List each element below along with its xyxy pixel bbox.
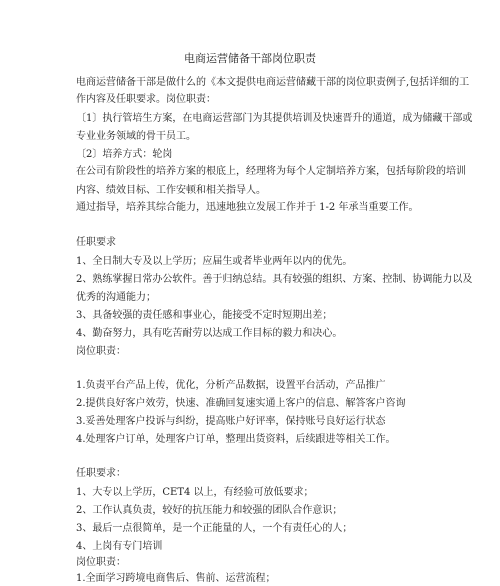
section-heading: 任职要求：: [76, 468, 126, 479]
list-item: 优秀的沟通能力；: [76, 292, 156, 303]
list-item: 2.提供良好客户效劳，快速、准确回复速实通上客户的信息、解答客户咨询: [76, 398, 406, 409]
paragraph-line: 〔1〕执行管培生方案，在电商运营部门为其提供培训及快速晋升的通道，成为储藏干部或: [76, 113, 473, 124]
list-item: 4.处理客户订单，处理客户订单，整理出货资料，后续跟进等相关工作。: [76, 434, 396, 445]
list-item: 2、熟练掌握日常办公软件。善于归纳总结。具有较强的组织、方案、控制、协调能力以及: [76, 274, 473, 285]
paragraph-line: 〔2〕培养方式：轮岗: [76, 149, 173, 160]
list-item: 1、大专以上学历，CET4 以上，有经验可放低要求；: [76, 487, 314, 498]
paragraph-line: 通过指导，培养其综合能力，迅速地独立发展工作并于 1-2 年承当重要工作。: [76, 202, 419, 213]
list-item: 3、最后一点很简单，是一个正能量的人，一个有责任心的人；: [76, 523, 353, 534]
paragraph-line: 电商运营储备干部是做什么的《本文提供电商运营储藏干部的岗位职责例子,包括详细的工: [76, 77, 470, 88]
section-heading: 岗位职责：: [76, 557, 126, 568]
list-item: 3.妥善处理客户投诉与纠纷，提高账户好评率，保持账号良好运行状态: [76, 416, 386, 427]
paragraph-line: 内容、绩效目标、工作安顿和相关指导人。: [76, 185, 266, 196]
list-item: 3、具备较强的责任感和事业心，能接受不定时短期出差；: [76, 310, 333, 321]
page-title: 电商运营储备干部岗位职责: [184, 52, 316, 65]
list-item: 1、全日制大专及以上学历；应届生或者毕业两年以内的优先。: [76, 256, 353, 267]
section-heading: 岗位职责：: [76, 346, 126, 357]
paragraph-line: 专业业务领域的骨干员工。: [76, 131, 196, 142]
list-item: 4、上岗有专门培训: [76, 541, 163, 552]
list-item: 2、工作认真负责，较好的抗压能力和较强的团队合作意识；: [76, 505, 343, 516]
list-item: 1.负责平台产品上传，优化，分析产品数据，设置平台活动，产品推广: [76, 380, 386, 391]
paragraph-line: 作内容及任职要求。岗位职责：: [76, 94, 216, 105]
list-item: 1.全面学习跨境电商售后、售前、运营流程；: [76, 573, 276, 584]
section-heading: 任职要求: [76, 237, 116, 248]
list-item: 4、勤奋努力，具有吃苦耐劳以达成工作目标的毅力和决心。: [76, 328, 343, 339]
paragraph-line: 在公司有阶段性的培养方案的根底上，经理将为每个人定制培养方案，包括每阶段的培训: [76, 166, 466, 177]
